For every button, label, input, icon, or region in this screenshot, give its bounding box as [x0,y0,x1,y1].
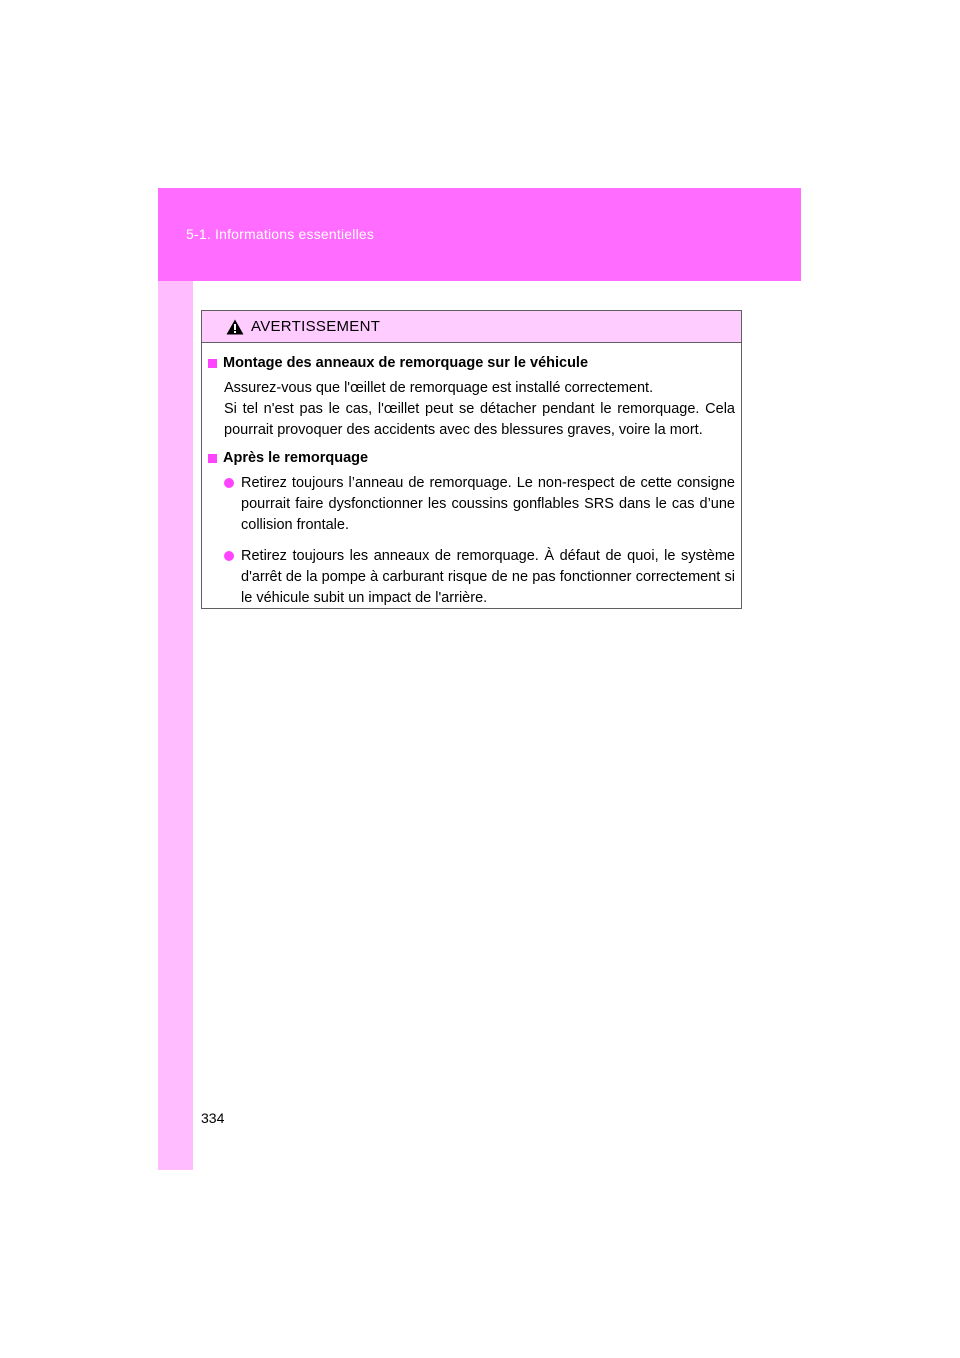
header-band [158,188,801,281]
square-bullet-icon [208,454,217,463]
section-heading-text: Après le remorquage [223,450,369,466]
list-item [208,546,735,609]
warning-title: AVERTISSEMENT [251,318,381,335]
section-heading [208,353,735,374]
list-item-text: Retirez toujours l’anneau de remorquage. Le non-respect de cette consigne pourrait faire dysfonctionner les coussins gonflables SRS dans le cas d’une collision frontale. [241,475,735,533]
page-number: 334 [201,1110,225,1126]
section-title: 5-1. Informations essentielles [186,226,375,242]
paragraph: Assurez-vous que l'œillet de remorquage est installé correctement. [224,380,654,396]
square-bullet-icon [208,359,217,368]
warning-triangle-icon [226,319,244,335]
paragraph: Si tel n'est pas le cas, l'œillet peut se détacher pendant le remorquage. Cela pourrait provoquer des accidents avec des blessures graves, voire la mort. [224,401,735,438]
warning-box [201,310,742,609]
section-heading [208,448,735,469]
list-item [208,473,735,536]
section-mounting [208,353,735,441]
section-heading-text: Montage des anneaux de remorquage sur le véhicule [223,355,589,371]
warning-body [202,343,741,609]
round-bullet-icon [224,551,234,561]
warning-header [202,311,741,343]
section-after-towing [208,448,735,609]
round-bullet-icon [224,478,234,488]
list-item-text: Retirez toujours les anneaux de remorquage. À défaut de quoi, le système d'arrêt de la pompe à carburant risque de ne pas fonctionner correctement si le véhicule subit un impact de l'arrière. [241,548,735,606]
side-tab [158,281,193,1170]
